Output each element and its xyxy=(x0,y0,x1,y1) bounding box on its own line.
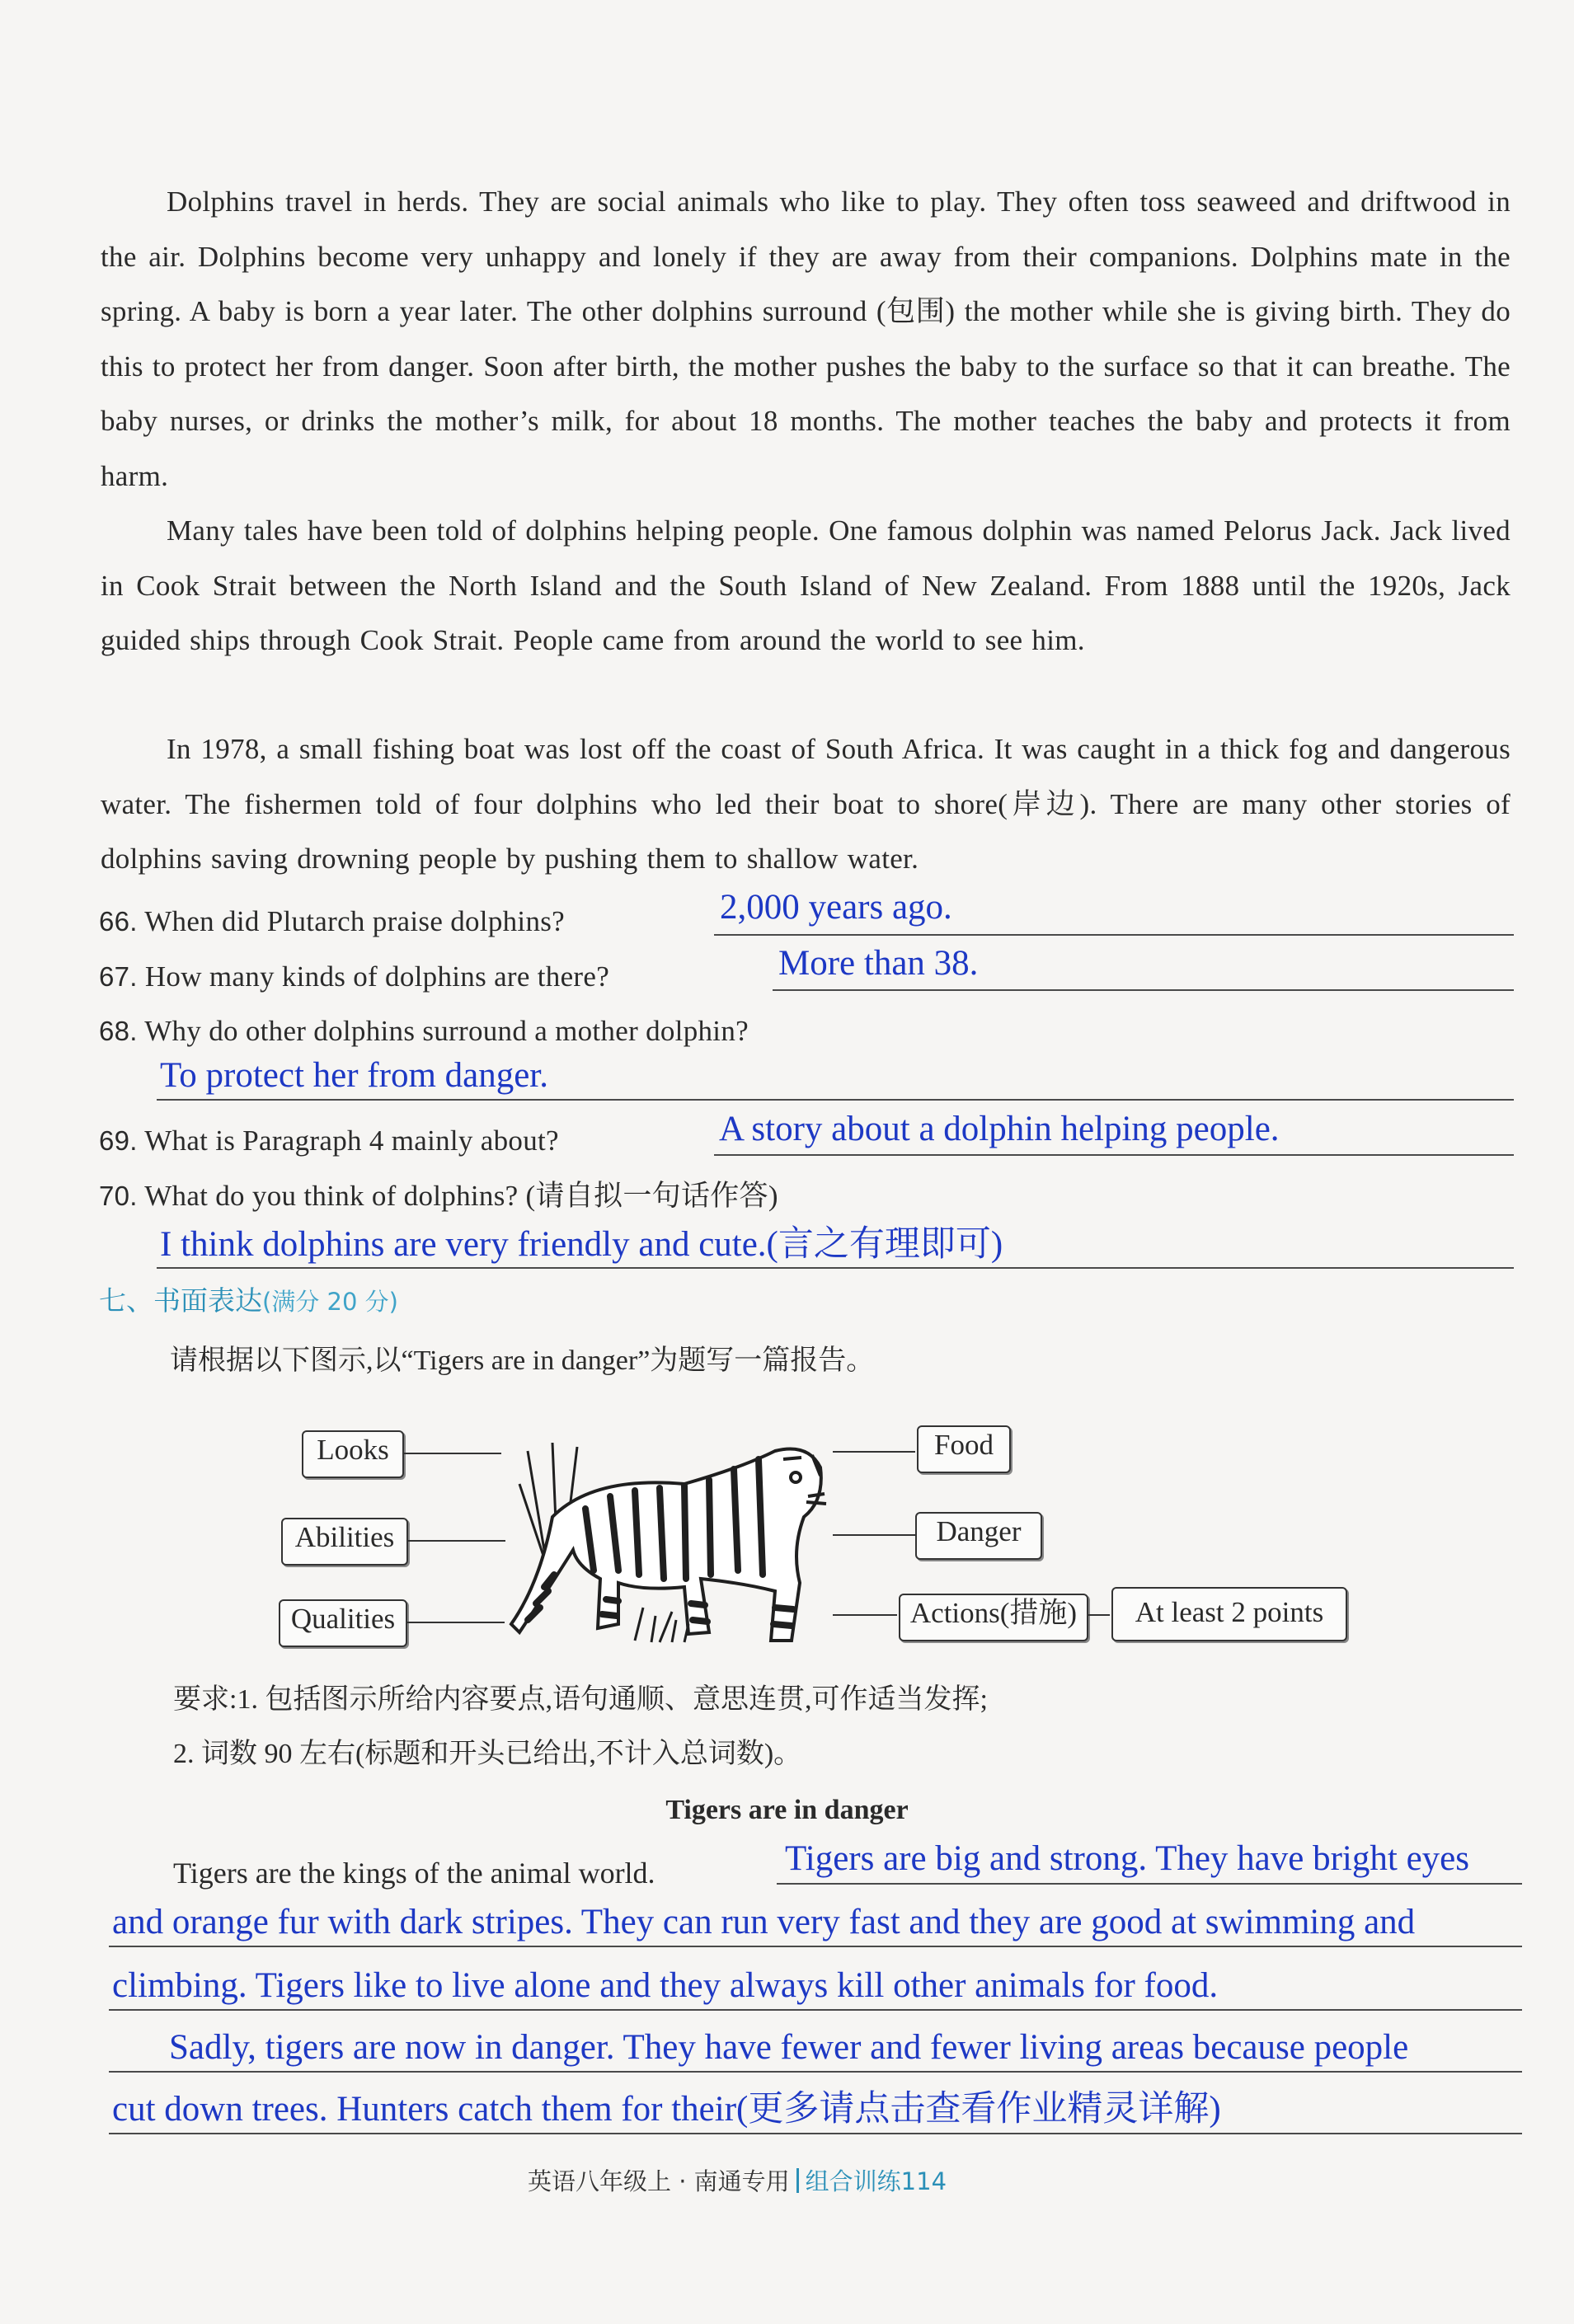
connector-food xyxy=(833,1451,915,1453)
answer-line-68 xyxy=(157,1099,1514,1101)
page-footer xyxy=(528,2165,947,2198)
box-abilities: Abilities xyxy=(281,1518,408,1566)
answer-69[interactable]: A story about a dolphin helping people. xyxy=(719,1110,1280,1148)
box-danger: Danger xyxy=(915,1512,1042,1560)
footer-section: 组合训练 xyxy=(805,2167,901,2195)
footer-divider xyxy=(796,2168,799,2193)
box-looks: Looks xyxy=(302,1430,404,1478)
answer-line-69 xyxy=(714,1154,1514,1156)
box-actions: Actions(措施) xyxy=(899,1594,1088,1641)
question-67: 67. How many kinds of dolphins are there? xyxy=(99,960,610,993)
connector-points xyxy=(1087,1614,1110,1616)
passage-paragraph-3: In 1978, a small fishing boat was lost off the coast of South Africa. It was caught in a thick fog and dangerous water. The fishermen told of four dolphins who led their boat to shore(岸边). There are many other stories of dolphins saving drowning people by pushing them to shallow water. xyxy=(101,733,1511,875)
footer-book: 英语八年级上 · 南通专用 xyxy=(528,2167,790,2195)
tiger-illustration xyxy=(495,1418,841,1665)
essay-rule-5 xyxy=(109,2133,1522,2134)
essay-line-5[interactable]: cut down trees. Hunters catch them for their(更多请点击查看作业精灵详解) xyxy=(112,2090,1221,2129)
question-70: 70. What do you think of dolphins? (请自拟一句话作答) xyxy=(99,1180,778,1212)
answer-66[interactable]: 2,000 years ago. xyxy=(720,888,952,927)
essay-line-3[interactable]: climbing. Tigers like to live alone and they always kill other animals for food. xyxy=(112,1966,1219,2005)
answer-line-66 xyxy=(714,934,1514,936)
footer-page-number: 114 xyxy=(900,2167,947,2195)
passage-paragraph-2: Many tales have been told of dolphins helping people. One famous dolphin was named Pelorus Jack. Jack lived in Cook Strait between the North Island and the South Island of New Zealand. From 1888 until the 1920s, Jack guided ships through Cook Strait. People came from around the world to see him. xyxy=(101,514,1511,656)
answer-68[interactable]: To protect her from danger. xyxy=(160,1056,549,1095)
passage-paragraph-1: Dolphins travel in herds. They are social animals who like to play. They often toss seaweed and driftwood in the air. Dolphins become very unhappy and lonely if they are away from their companions. Dolphins mate in the spring. A baby is born a year later. The other dolphins surround (包围) the mother while she is giving birth. They do this to protect her from danger. Soon after birth, the mother pushes the baby to the surface so that it can breathe. The baby nurses, or drinks the mother’s milk, for about 18 months. The mother teaches the baby and protects it from harm. xyxy=(101,185,1511,492)
essay-opening: Tigers are the kings of the animal world. xyxy=(173,1857,655,1890)
connector-abilities xyxy=(406,1540,505,1542)
question-68: 68. Why do other dolphins surround a mother dolphin? xyxy=(99,1015,749,1047)
essay-title: Tigers are in danger xyxy=(665,1795,909,1825)
essay-rule-1 xyxy=(777,1883,1522,1885)
answer-line-67 xyxy=(773,989,1514,991)
question-66: 66. When did Plutarch praise dolphins? xyxy=(99,905,566,937)
connector-qualities xyxy=(406,1622,505,1623)
answer-line-70 xyxy=(157,1267,1514,1269)
answer-67[interactable]: More than 38. xyxy=(778,944,979,983)
essay-line-4[interactable]: Sadly, tigers are now in danger. They have fewer and fewer living areas because people xyxy=(169,2028,1409,2067)
essay-rule-2 xyxy=(109,1946,1522,1947)
essay-rule-4 xyxy=(109,2071,1522,2073)
connector-actions xyxy=(833,1614,897,1616)
essay-line-2[interactable]: and orange fur with dark stripes. They can run very fast and they are good at swimming and xyxy=(112,1903,1416,1941)
requirement-1: 要求:1. 包括图示所给内容要点,语句通顺、意思连贯,可作适当发挥; xyxy=(173,1684,988,1715)
box-qualities: Qualities xyxy=(279,1599,407,1647)
writing-instruction: 请根据以下图示,以“Tigers are in danger”为题写一篇报告。 xyxy=(170,1345,875,1376)
connector-danger xyxy=(833,1534,915,1536)
box-food: Food xyxy=(917,1425,1011,1473)
answer-70[interactable]: I think dolphins are very friendly and cute.(言之有理即可) xyxy=(160,1225,1003,1264)
box-at-least-2-points: At least 2 points xyxy=(1111,1587,1347,1641)
question-69: 69. What is Paragraph 4 mainly about? xyxy=(99,1124,559,1157)
connector-looks xyxy=(402,1453,501,1454)
essay-line-1[interactable]: Tigers are big and strong. They have bright eyes xyxy=(785,1839,1469,1878)
requirement-2: 2. 词数 90 左右(标题和开头已给出,不计入总词数)。 xyxy=(173,1739,802,1769)
section-heading: 七、书面表达(满分 20 分) xyxy=(99,1284,398,1317)
essay-rule-3 xyxy=(109,2009,1522,2011)
